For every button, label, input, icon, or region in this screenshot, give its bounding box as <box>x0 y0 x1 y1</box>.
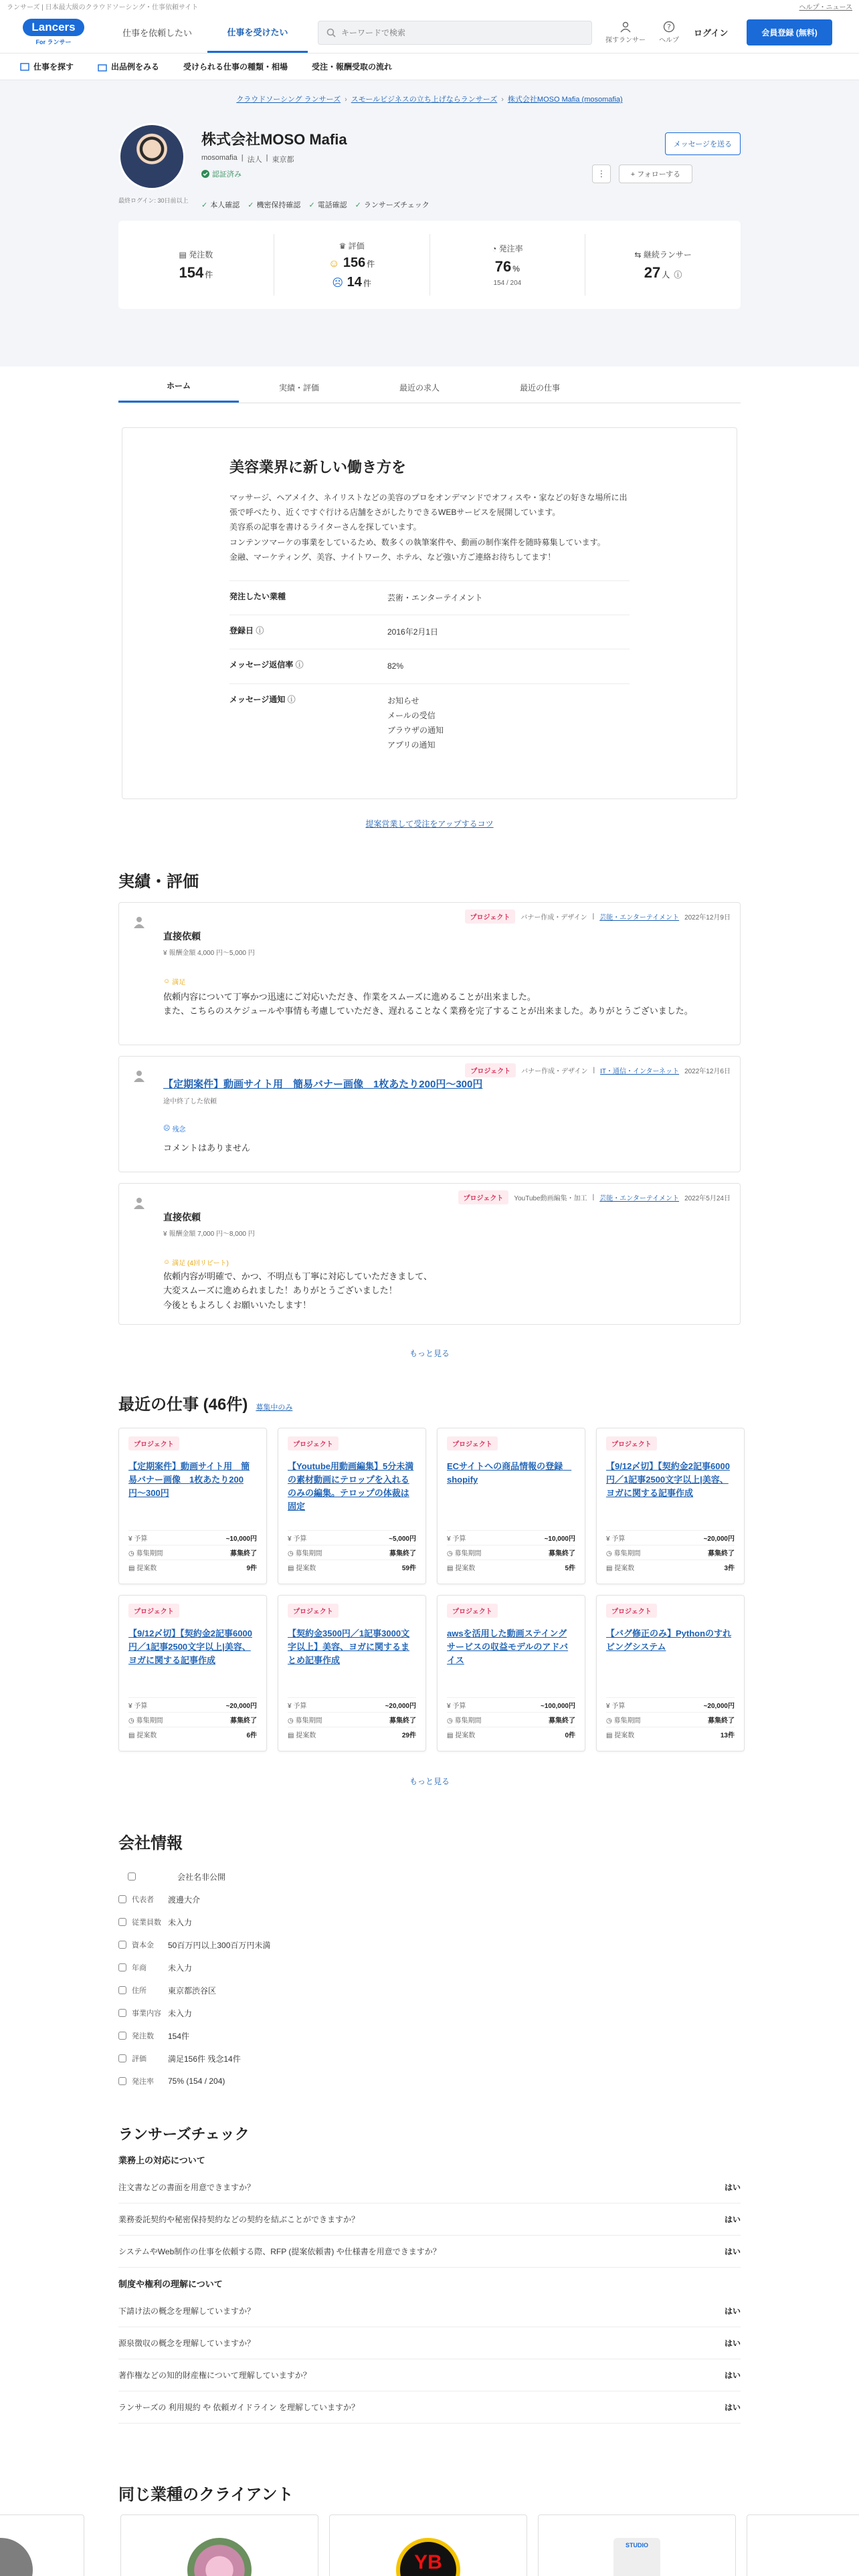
client-card[interactable] <box>747 2514 859 2576</box>
tab-work[interactable]: 仕事を受けたい <box>207 12 308 53</box>
breadcrumb: クラウドソーシング ランサーズ › スモールビジネスの立ち上げならランサーズ › 株式会社MOSO Mafia (mosomafia) <box>236 96 623 104</box>
profile-section <box>0 80 859 366</box>
job-title-link[interactable]: 【定期案件】動画サイト用 簡易バナー画像 1枚あたり200円〜300円 <box>128 1461 250 1499</box>
building-icon <box>128 1872 136 1881</box>
help-icon <box>663 21 675 33</box>
check-item: ✓ 本人確認 <box>201 201 240 209</box>
lancers-check-title: ランサーズチェック <box>118 2126 250 2143</box>
breadcrumb-item[interactable]: 株式会社MOSO Mafia (mosomafia) <box>507 96 623 104</box>
check-icon: ✓ <box>355 201 361 209</box>
job-title-link[interactable]: 【Youtube用動画編集】5分未満の素材動画にテロップを入れるのみの編集。テロップの体裁は固定 <box>288 1461 414 1512</box>
review-eval: ☺ 満足 (4回リピート) <box>163 1259 229 1267</box>
client-card[interactable] <box>329 2514 527 2576</box>
job-card[interactable]: プロジェクト ECサイトへの商品情報の登録 shopify ¥ 予算 ~10,000円 ◷ 募集期間 募集終了 ▤ 提案数 5件 <box>437 1428 585 1584</box>
sales-tips-link[interactable]: 提案営業して受注をアップするコツ <box>365 819 494 829</box>
site-tagline: ランサーズ | 日本最大級のクラウドソーシング・仕事依頼サイト <box>7 3 199 11</box>
check-row: 業務委託契約や秘密保持契約などの契約を結ぶことができますか？ はい <box>118 2204 741 2236</box>
person-icon <box>619 21 632 33</box>
stats-panel <box>118 221 741 309</box>
crown-icon: ♛ <box>339 241 347 251</box>
review-body: 依頼内容について丁寧かつ迅速にご対応いただき、作業をスムーズに進めることが出来ました。 また、こちらのスケジュールや事情も考慮していただき、遅れることなく業務を完了することが出来ました。ありがとうございました。 <box>163 992 693 1016</box>
reviews-title: 実績・評価 <box>118 873 199 891</box>
pie-icon <box>118 2077 126 2085</box>
subnav-job-types[interactable]: 受けられる仕事の種類・相場 <box>183 62 288 72</box>
check-icon: ✓ <box>201 201 208 209</box>
company-title: 会社情報 <box>118 1834 183 1852</box>
job-title-link[interactable]: 【9/12〆切】【契約金2記事6000円／1記事2500文字以上|美容、ヨガに関する記事作成 <box>128 1628 252 1666</box>
client-card[interactable] <box>538 2514 736 2576</box>
intro-title: 美容業界に新しい働き方を <box>229 459 407 475</box>
list-icon <box>20 62 29 72</box>
review-price: ¥ 報酬金額 4,000 円～5,000 円 <box>163 950 255 957</box>
job-title-link[interactable]: 【契約金3500円／1記事3000文字以上】美容、ヨガに関するまとめ記事作成 <box>288 1628 410 1666</box>
user-icon <box>134 1197 145 1209</box>
check-row: システムやWeb制作の仕事を依頼する際、RFP (提案依頼書) や仕様書を用意できますか？ はい <box>118 2236 741 2268</box>
review-status: 途中終了した依頼 <box>163 1098 217 1105</box>
header <box>0 12 859 53</box>
intro-card <box>122 427 737 799</box>
client-card[interactable] <box>120 2514 318 2576</box>
crown-icon <box>118 2054 126 2062</box>
job-title-link[interactable]: ECサイトへの商品情報の登録 shopify <box>447 1461 572 1485</box>
check-row: ランサーズの 利用規約 や 依頼ガイドライン を理解していますか？ はい <box>118 2391 741 2424</box>
login-link[interactable]: ログイン <box>694 28 729 38</box>
stat-lancers: ⇆ 継続ランサー 27 人 ⓘ <box>634 249 692 281</box>
client-logo <box>187 2538 252 2576</box>
stat-rate: ◔ 発注率 76 % 154 / 204 <box>430 234 586 296</box>
intro-text: 金融、マーケティング、美容、ナイトワーク、ホテル、など強い方ご連絡お待ちしてます！ <box>229 552 556 562</box>
category-link[interactable]: 芸能・エンターテイメント <box>599 1195 680 1202</box>
jobs-title-row <box>118 1391 741 1414</box>
check-row: 著作権などの知的財産権について理解していますか？ はい <box>118 2359 741 2391</box>
yen-icon: ¥ <box>163 950 167 957</box>
find-lancer-button[interactable]: 探すランサー <box>605 21 646 44</box>
check-circle-icon <box>201 170 209 178</box>
jobs-title: 最近の仕事 (46件) <box>118 1396 248 1414</box>
frown-icon: ☹ <box>332 277 344 289</box>
clipboard-icon: ▤ <box>179 249 187 259</box>
send-message-button[interactable]: メッセージを送る <box>665 132 741 155</box>
check-item: ✓ 電話確認 <box>308 201 347 209</box>
open-jobs-filter[interactable]: 募集中のみ <box>256 1404 293 1412</box>
money-icon <box>118 1941 126 1949</box>
job-title-link[interactable]: 【9/12〆切】【契約金2記事6000円／1記事2500文字以上|美容、ヨガに関する記事作成 <box>606 1461 730 1499</box>
user-icon <box>134 916 145 928</box>
intro-text: マッサージ、ヘアメイク、ネイリストなどの美容のプロをオンデマンドでオフィスや・家などの好きな場所に出張で呼べたり、近くですぐ行ける店舗をさがしたりできるWEBサービスを展開しています。 <box>229 493 628 518</box>
check-icon: ✓ <box>248 201 254 209</box>
follow-button[interactable]: + フォローする <box>619 165 692 183</box>
client-logo <box>0 2538 33 2576</box>
help-icon: ⓘ <box>256 626 264 636</box>
search-input[interactable] <box>341 28 569 37</box>
job-card[interactable]: プロジェクト 【定期案件】動画サイト用 簡易バナー画像 1枚あたり200円〜300円 ¥ 予算 ~10,000円 ◷ 募集期間 募集終了 ▤ 提案数 9件 <box>118 1428 267 1584</box>
check-row: 源泉徴収の概念を理解していますか？ はい <box>118 2327 741 2359</box>
job-card[interactable]: プロジェクト awsを活用した動画ステイングサービスの収益モデルのアドバイス ¥ 予算 ~100,000円 ◷ 募集期間 募集終了 ▤ 提案数 0件 <box>437 1595 585 1751</box>
smile-icon: ☺ <box>163 978 171 985</box>
review-card: プロジェクト バナー作成・デザイン | 芸能・エンターテイメント 2022年12月9日 直接依頼 ¥ 報酬金額 4,000 円～5,000 円 ☺ 満足 依頼内容について丁寧かつ迅速にご対応いただき、作業をスムーズに進めることが出来ました。 また、こちらのスケジュールや事情も考慮していただき、遅れることなく業務を完了することが出来ました。ありがとうございました。 <box>118 902 741 1045</box>
check-item: ✓ 機密保持確認 <box>248 201 301 209</box>
review-title: 直接依頼 <box>163 1212 201 1222</box>
review-price: ¥ 報酬金額 7,000 円～8,000 円 <box>163 1230 255 1238</box>
job-card[interactable]: プロジェクト 【9/12〆切】【契約金2記事6000円／1記事2500文字以上|美容、ヨガに関する記事作成 ¥ 予算 ~20,000円 ◷ 募集期間 募集終了 ▤ 提案数 6件 <box>118 1595 267 1751</box>
person-icon <box>118 1895 126 1903</box>
svg-text:?: ? <box>667 23 671 31</box>
stat-orders: ▤ 発注数 154 件 <box>118 234 274 296</box>
profile-meta: mosomafia | 法人 | 東京都 <box>201 154 294 164</box>
tab-home[interactable]: ホーム <box>118 380 239 403</box>
check-row: 注文書などの書面を用意できますか？ はい <box>118 2171 741 2204</box>
review-card: プロジェクト YouTube動画編集・加工 | 芸能・エンターテイメント 2022年5月24日 直接依頼 ¥ 報酬金額 7,000 円～8,000 円 ☺ 満足 (4回リピート) 依頼内容が明確で、かつ、不明点も丁寧に対応していただきまして、 大変スムーズに進められました！ありがとうございました！ 今後ともよろしくお願いいたします！ <box>118 1183 741 1325</box>
review-job-link[interactable]: 【定期案件】動画サイト用 簡易バナー画像 1枚あたり200円〜300円 <box>163 1079 483 1090</box>
help-icon: ⓘ <box>287 694 296 704</box>
clients-carousel <box>0 2514 859 2576</box>
smile-icon: ☺ <box>328 257 340 270</box>
lancers-logo[interactable]: Lancers For ランサー <box>20 17 87 48</box>
location-icon <box>118 1986 126 1994</box>
review-title: 直接依頼 <box>163 931 201 942</box>
shop-icon <box>98 62 107 72</box>
check-icon: ✓ <box>308 201 315 209</box>
subnav-flow[interactable]: 受注・報酬受取の流れ <box>312 62 393 72</box>
lancers-check: 業務上の対応について 注文書などの書面を用意できますか？ はい 業務委託契約や秘密保持契約などの契約を結ぶことができますか？ はい システムやWeb制作の仕事を依頼する際、RFP (提案依頼書) や仕様書を用意できますか？ はい 制度や権利の理解について 下請け法の概念を理解していますか？ はい 源泉徴収の概念を理解していますか？ はい 著作権などの知的財産権について理解していますか？ はい ランサーズの 利用規約 や 依頼ガイドライン を理解していますか？ はい <box>118 2153 741 2424</box>
tab-reviews[interactable]: 実績・評価 <box>278 383 319 393</box>
review-body: コメントはありません <box>163 1143 251 1153</box>
job-card[interactable]: プロジェクト 【9/12〆切】【契約金2記事6000円／1記事2500文字以上|美容、ヨガに関する記事作成 ¥ 予算 ~20,000円 ◷ 募集期間 募集終了 ▤ 提案数 3件 <box>596 1428 745 1584</box>
intro-details: 発注したい業種 芸術・エンターテイメント 登録日 ⓘ 2016年2月1日 メッセージ返信率 ⓘ 82% メッセージ通知 ⓘ お知らせ メールの受信 ブラウザの通知 アプリの通知 <box>229 580 630 762</box>
category-link[interactable]: 芸能・エンターテイメント <box>599 914 680 922</box>
signup-button[interactable]: 会員登録 (無料) <box>747 19 832 45</box>
user-icon <box>134 1070 145 1082</box>
last-login: 最終ログイン: 30日前以上 <box>118 197 189 204</box>
tab-recent-work[interactable]: 最近の仕事 <box>519 383 560 393</box>
category-link[interactable]: IT・通信・インターネット <box>600 1068 680 1075</box>
sub-nav <box>0 53 859 80</box>
review-body: 依頼内容が明確で、かつ、不明点も丁寧に対応していただきまして、 大変スムーズに進められました！ありがとうございました！ 今後ともよろしくお願いいたします！ <box>163 1271 432 1310</box>
help-news-link[interactable]: ヘルプ・ニュース <box>799 3 852 11</box>
briefcase-icon <box>118 2009 126 2017</box>
subnav-find-work[interactable]: 仕事を探す <box>20 61 74 72</box>
people-icon <box>118 1918 126 1926</box>
tab-order[interactable]: 仕事を依頼したい <box>122 28 192 38</box>
yen-icon <box>118 1963 126 1971</box>
repeat-icon: ⇆ <box>634 249 642 259</box>
company-info: 会社名非公開 代表者 渡邊大介 従業員数 未入力 資本金 50百万円以上300百万円未満 年商 未入力 住所 東京都渋谷区 事業内容 未入力 発注数 154件 評価 満足156件 残念14件 発注率 75% (154 / 204) <box>118 1865 741 2092</box>
help-icon: ⓘ <box>295 660 304 670</box>
client-card[interactable] <box>0 2514 84 2576</box>
info-icon: ⓘ <box>674 270 682 280</box>
review-eval: ☺ 満足 <box>163 978 186 986</box>
clipboard-icon <box>118 2032 126 2040</box>
smile-icon: ☺ <box>163 1259 171 1266</box>
more-menu-button[interactable]: ⋮ <box>592 165 611 183</box>
help-button[interactable]: ? ヘルプ <box>659 21 679 44</box>
profile-name: 株式会社MOSO Mafia <box>201 131 347 148</box>
job-title-link[interactable]: awsを活用した動画ステイングサービスの収益モデルのアドバイス <box>447 1628 569 1666</box>
intro-text: コンテンツマーケの事業をしているため、数多くの執筆案件や、動画の制作案件を随時募集しています。 <box>229 537 605 547</box>
profile-tabs <box>118 366 741 403</box>
top-strip <box>0 0 859 12</box>
job-card[interactable]: プロジェクト 【Youtube用動画編集】5分未満の素材動画にテロップを入れるのみの編集。テロップの体裁は固定 ¥ 予算 ~5,000円 ◷ 募集期間 募集終了 ▤ 提案数 59件 <box>278 1428 426 1584</box>
check-item: ✓ ランサーズチェック <box>355 201 430 209</box>
client-logo: STUDIO <box>613 2538 660 2576</box>
intro-text: 美容系の記事を書けるライターさんを探しています。 <box>229 522 421 532</box>
job-card[interactable]: プロジェクト 【バグ修正のみ】Pythonのすれビングシステム ¥ 予算 ~20,000円 ◷ 募集期間 募集終了 ▤ 提案数 13件 <box>596 1595 745 1751</box>
search-icon <box>326 28 336 37</box>
avatar <box>118 123 185 190</box>
review-card: プロジェクト バナー作成・デザイン | IT・通信・インターネット 2022年12月6日 【定期案件】動画サイト用 簡易バナー画像 1枚あたり200円〜300円 途中終了した依頼 ☹ 残念 コメントはありません <box>118 1056 741 1172</box>
verification-checks <box>201 199 430 210</box>
breadcrumb-item[interactable]: スモールビジネスの立ち上げならランサーズ <box>351 96 498 104</box>
stat-rating: ♛ 評価 ☺ 156 件 ☹ 14 件 <box>274 234 430 296</box>
more-jobs-link[interactable]: もっと見る <box>409 1777 450 1786</box>
clients-title: 同じ業種のクライアント <box>118 2486 294 2504</box>
more-reviews-link[interactable]: もっと見る <box>409 1349 450 1358</box>
search-box[interactable] <box>318 21 592 45</box>
client-logo: YB <box>396 2538 460 2576</box>
verified-badge: 認証済み <box>201 169 242 179</box>
frown-icon: ☹ <box>163 1125 171 1132</box>
job-title-link[interactable]: 【バグ修正のみ】Pythonのすれビングシステム <box>606 1628 732 1652</box>
review-eval: ☹ 残念 <box>163 1125 186 1134</box>
jobs-grid <box>118 1428 741 1751</box>
check-row: 下請け法の概念を理解していますか？ はい <box>118 2295 741 2327</box>
job-card[interactable]: プロジェクト 【契約金3500円／1記事3000文字以上】美容、ヨガに関するまとめ記事作成 ¥ 予算 ~20,000円 ◷ 募集期間 募集終了 ▤ 提案数 29件 <box>278 1595 426 1751</box>
pie-icon: ◔ <box>492 244 497 253</box>
breadcrumb-item[interactable]: クラウドソーシング ランサーズ <box>236 96 341 104</box>
tab-recent-jobs[interactable]: 最近の求人 <box>399 383 440 393</box>
subnav-examples[interactable]: 出品例をみる <box>98 61 159 72</box>
yen-icon: ¥ <box>163 1230 167 1238</box>
